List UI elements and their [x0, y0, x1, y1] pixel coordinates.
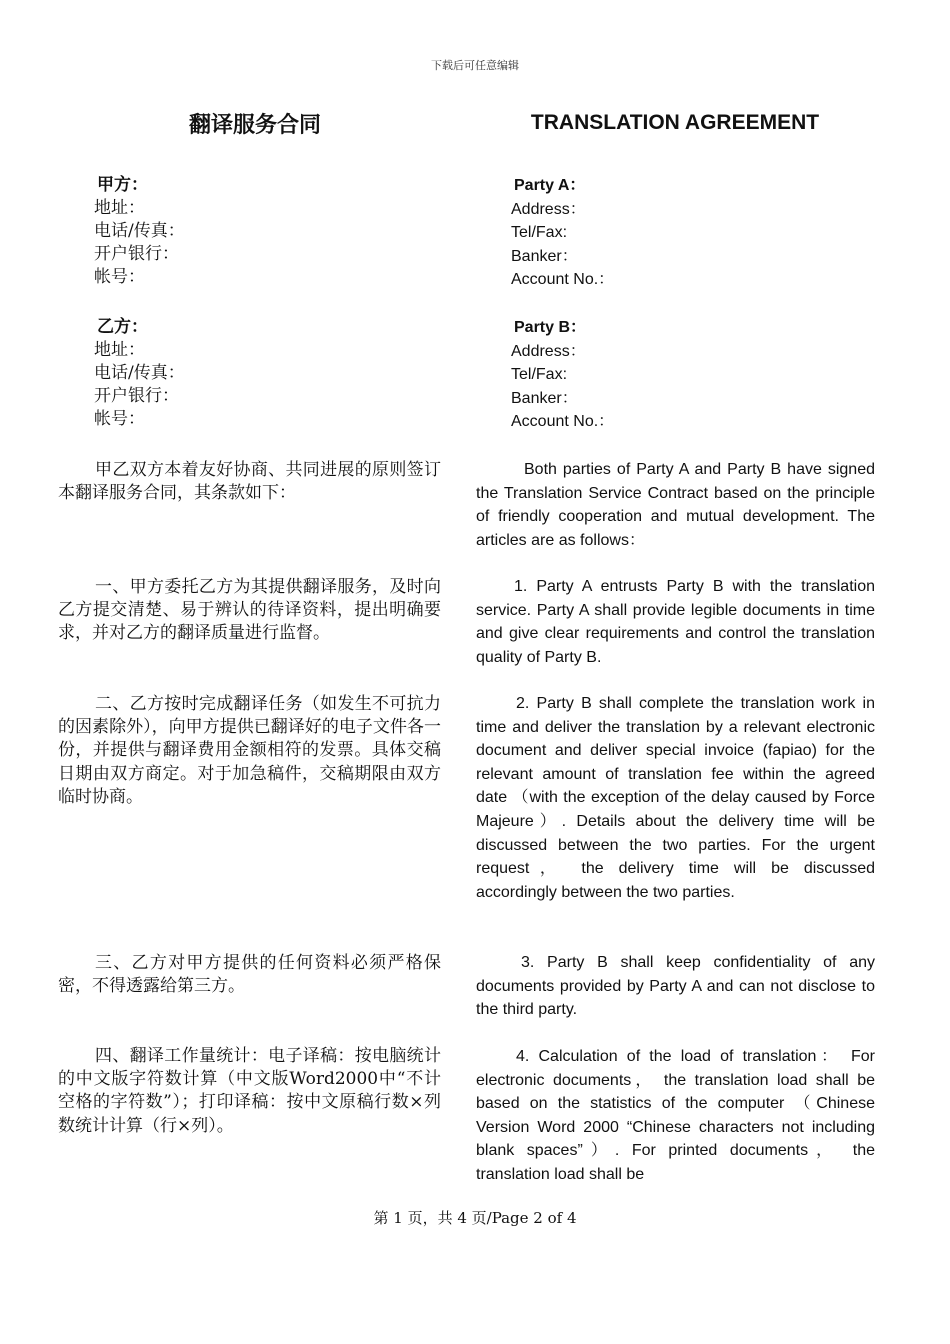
clause-intro-cn: 甲乙双方本着友好协商、共同进展的原则签订本翻译服务合同，其条款如下：: [58, 460, 441, 504]
party-b-cn-label: 乙方：: [97, 317, 148, 337]
party-b-cn-block: [94, 316, 185, 431]
clause-2-cn: 二、乙方按时完成翻译任务（如发生不可抗力的因素除外），向甲方提供已翻译好的电子文件各一份，并提供与翻译费用金额相符的发票。具体交稿日期由双方商定。对于加急稿件，交稿期限由双方临时协商。: [58, 694, 441, 807]
party-a-en-label: Party A：: [514, 177, 586, 194]
party-a-en-account: Account No.：: [511, 271, 615, 289]
clause-1-en: 1. Party A entrusts Party B with the translation service. Party A shall provide legible documents in time and give clear requirements and control the translation quality of Party B.: [476, 578, 875, 666]
clause-3-en: 3. Party B shall keep confidentiality of any documents provided by Party A and can not disclose to the third party.: [476, 954, 875, 1019]
page-header-note: 下载后可任意编辑: [431, 59, 519, 72]
title-english: TRANSLATION AGREEMENT: [530, 111, 820, 134]
page-footer-number: 第 1 页，共 4 页/Page 2 of 4: [373, 1209, 577, 1227]
party-a-cn-block: [94, 174, 185, 289]
clause-2-en: 2. Party B shall complete the translation work in time and deliver the translation by a relevant electronic document and deliver special invoice (fapiao) for the relevant amount of translation fee within the agreed date （with the exception of the delay caused by Force Majeure）. Details about the delivery time will be discussed between the two parties. For the urgent request， the delivery time will be discussed accordingly between the two parties.: [476, 695, 875, 901]
party-b-cn-account: 帐号：: [94, 409, 145, 429]
party-b-cn-tel: 电话/传真：: [94, 363, 185, 383]
party-a-en-address: Address：: [511, 200, 586, 218]
clause-3-cn: 三、乙方对甲方提供的任何资料必须严格保密，不得透露给第三方。: [58, 953, 441, 997]
party-b-en-bank: Banker：: [511, 389, 578, 407]
party-b-cn-bank: 开户银行：: [94, 386, 179, 406]
party-b-en-tel: Tel/Fax:: [511, 366, 568, 384]
party-a-cn-bank: 开户银行：: [94, 244, 179, 264]
clause-1-cn: 一、甲方委托乙方为其提供翻译服务，及时向乙方提交清楚、易于辨认的待译资料，提出明确要求，并对乙方的翻译质量进行监督。: [58, 577, 441, 644]
party-a-cn-tel: 电话/传真：: [94, 221, 185, 241]
party-b-en-block: [511, 316, 614, 434]
party-b-en-label: Party B：: [514, 319, 587, 336]
clause-4-cn: 四、翻译工作量统计：电子译稿：按电脑统计的中文版字符数计算（中文版Word2000中“不计空格的字符数”）；打印译稿：按中文原稿行数×列数统计计算（行×列）。: [58, 1046, 441, 1136]
party-b-en-account: Account No.：: [511, 413, 615, 431]
party-a-cn-label: 甲方：: [97, 175, 148, 195]
title-chinese: 翻译服务合同: [188, 112, 321, 138]
clause-4-en: 4. Calculation of the load of translation： For electronic documents， the translation load shall be based on the statistics of the computer （Chinese Version Word 2000 “Chinese characters not including blank spaces”）. For printed documents， the translation load shall be: [476, 1048, 875, 1183]
party-a-cn-address: 地址：: [94, 198, 145, 218]
party-b-en-address: Address：: [511, 342, 586, 360]
party-a-en-block: [511, 174, 614, 292]
party-b-cn-address: 地址：: [94, 340, 145, 360]
clause-intro-en: Both parties of Party A and Party B have signed the Translation Service Contract based on the principle of friendly cooperation and mutual development. The articles are as follows：: [476, 461, 875, 549]
party-a-en-bank: Banker：: [511, 247, 578, 265]
party-a-cn-account: 帐号：: [94, 267, 145, 287]
party-a-en-tel: Tel/Fax:: [511, 224, 568, 242]
